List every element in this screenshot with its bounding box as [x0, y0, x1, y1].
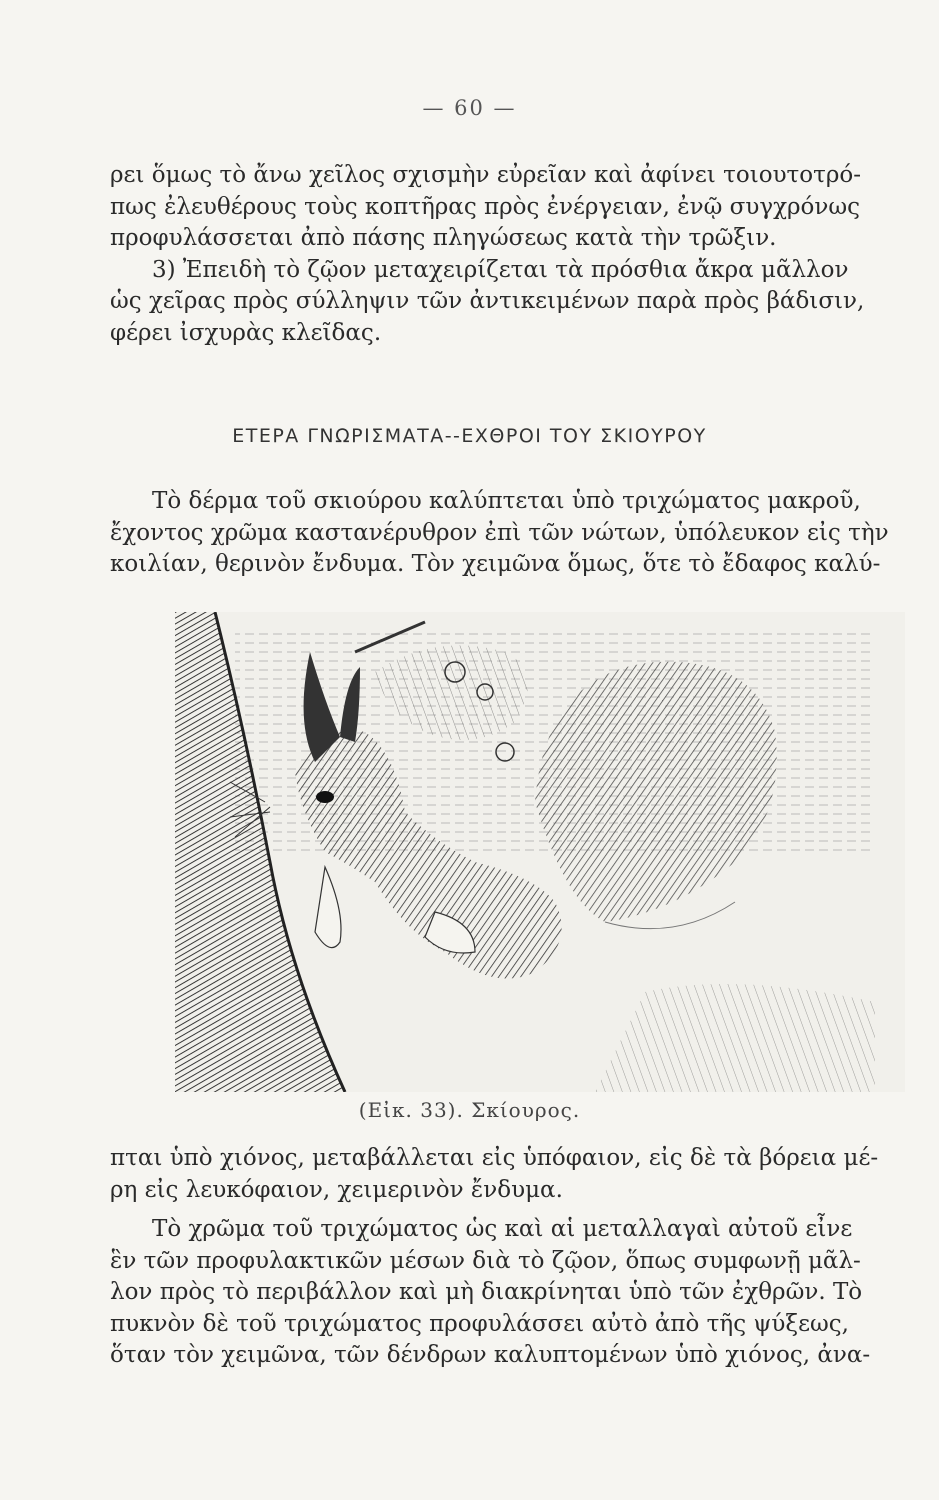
text-line: προφυλάσσεται ἀπὸ πάσης πληγώσεως κατὰ τὴν τρῶξιν. — [110, 225, 777, 251]
paragraph-fur-description — [110, 486, 900, 581]
text-line: 3) Ἐπειδὴ τὸ ζῷον μεταχειρίζεται τὰ πρόσθια ἄκρα μᾶλλον — [152, 256, 849, 283]
text-line: λον πρὸς τὸ περιβάλλον καὶ μὴ διακρίνηται ὑπὸ τῶν ἐχθρῶν. Τὸ — [110, 1279, 863, 1305]
text-line: ἔχοντος χρῶμα καστανέρυθρον ἐπὶ τῶν νώτων, ὑπόλευκον εἰς τὴν — [110, 519, 889, 546]
text-line: ὅταν τὸν χειμῶνα, τῶν δένδρων καλυπτομένων ὑπὸ χιόνος, ἀνα- — [110, 1342, 871, 1368]
text-line: πυκνὸν δὲ τοῦ τριχώματος προφυλάσσει αὐτὸ ἀπὸ τῆς ψύξεως, — [110, 1310, 849, 1337]
paragraph-winter-coat — [110, 1143, 900, 1206]
text-line: πως ἐλευθέρους τοὺς κοπτῆρας πρὸς ἐνέργειαν, ἐνῷ συγχρόνως — [110, 193, 861, 220]
text-line: Τὸ χρῶμα τοῦ τριχώματος ὡς καὶ αἱ μεταλλαγαὶ αὐτοῦ εἶνε — [152, 1216, 853, 1242]
figure-caption: (Εἰκ. 33). Σκίουρος. — [358, 1098, 581, 1122]
text-line: Τὸ δέρμα τοῦ σκιούρου καλύπτεται ὑπὸ τριχώματος μακροῦ, — [152, 488, 861, 514]
text-line: ἓν τῶν προφυλακτικῶν μέσων διὰ τὸ ζῷον, ὅπως συμφωνῇ μᾶλ- — [110, 1247, 861, 1274]
text-line: κοιλίαν, θερινὸν ἔνδυμα. Τὸν χειμῶνα ὅμως, ὅτε τὸ ἔδαφος καλύ- — [110, 551, 881, 577]
paragraph-upper-lip-and-clavicles — [110, 160, 900, 349]
text-line: ρει ὅμως τὸ ἄνω χεῖλος σχισμὴν εὐρεῖαν καὶ ἀφίνει τοιουτοτρό- — [110, 162, 861, 188]
paragraph-protective-color — [110, 1214, 900, 1372]
text-line: ρη εἰς λευκόφαιον, χειμερινὸν ἔνδυμα. — [110, 1176, 563, 1203]
text-line: φέρει ἰσχυρὰς κλεῖδας. — [110, 319, 382, 346]
page-number: — 60 — — [422, 96, 517, 120]
text-line: πται ὑπὸ χιόνος, μεταβάλλεται εἰς ὑπόφαιον, εἰς δὲ τὰ βόρεια μέ- — [110, 1145, 879, 1171]
squirrel-illustration — [175, 612, 905, 1092]
text-line: ὡς χεῖρας πρὸς σύλληψιν τῶν ἀντικειμένων παρὰ πρὸς βάδισιν, — [110, 288, 865, 314]
section-heading: ΕΤΕΡΑ ΓΝΩΡΙΣΜΑΤΑ--ΕΧΘΡΟΙ ΤΟΥ ΣΚΙΟΥΡΟΥ — [232, 425, 707, 447]
